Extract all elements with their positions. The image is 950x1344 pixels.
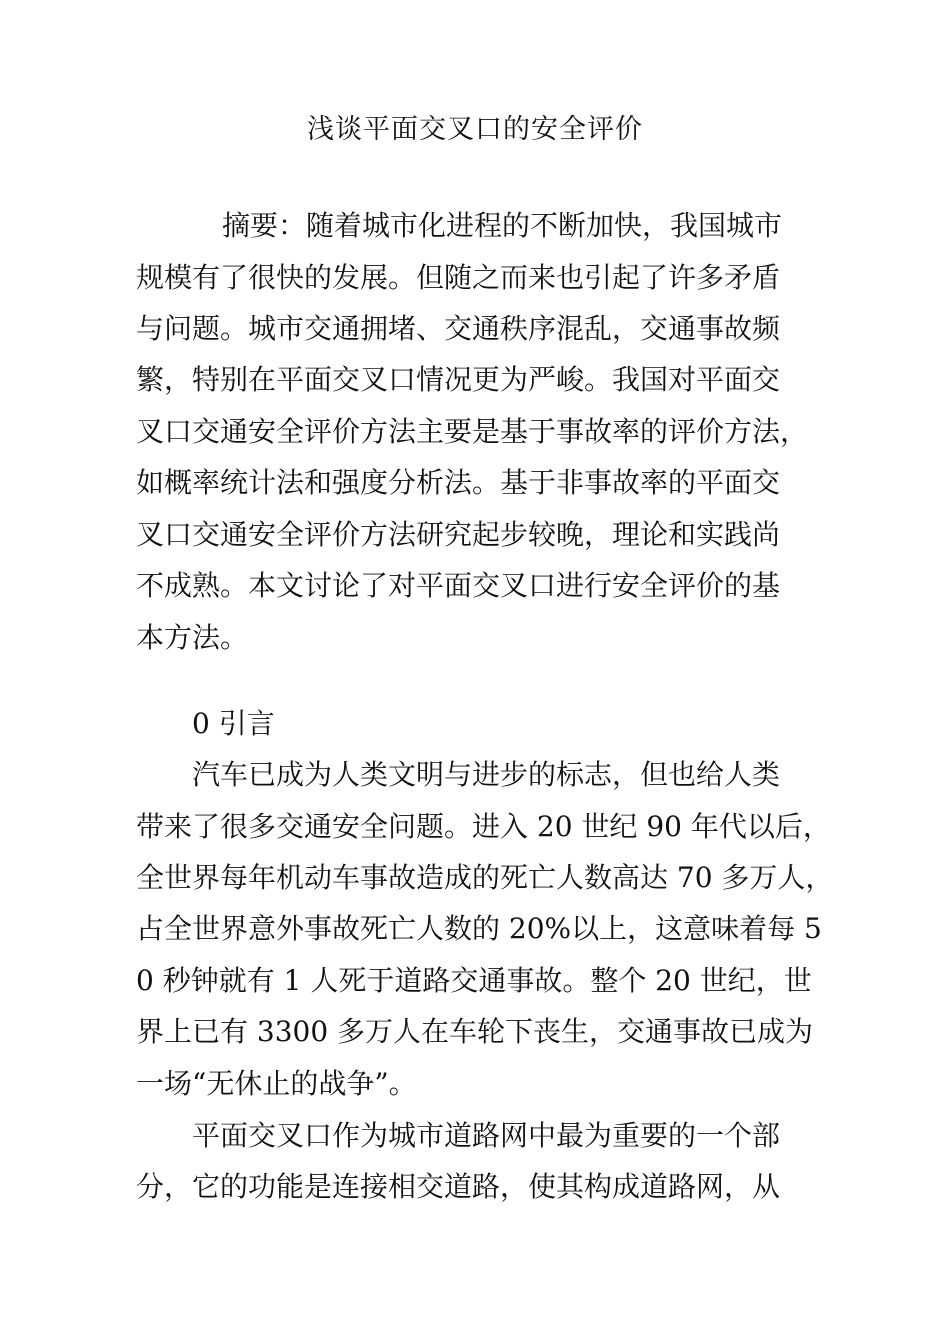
document-title: 浅谈平面交叉口的安全评价 xyxy=(307,114,643,145)
abstract-line: 与问题。城市交通拥堵、交通秩序混乱，交通事故频 xyxy=(136,312,781,345)
paragraph-line: 带来了很多交通安全问题。进入 20 世纪 90 年代以后， xyxy=(136,810,831,843)
abstract-line: 摘要：随着城市化进程的不断加快，我国城市 xyxy=(222,209,783,242)
paragraph-line: 平面交叉口作为城市道路网中最为重要的一个部 xyxy=(192,1119,781,1152)
abstract-line: 叉口交通安全评价方法研究起步较晚，理论和实践尚 xyxy=(136,518,781,551)
section-heading: 0 引言 xyxy=(192,707,275,740)
paragraph-line: 全世界每年机动车事故造成的死亡人数高达 70 多万人， xyxy=(136,861,834,894)
paragraph-line: 占全世界意外事故死亡人数的 20%以上，这意味着每 5 xyxy=(136,912,822,945)
abstract-line: 不成熟。本文讨论了对平面交叉口进行安全评价的基 xyxy=(136,569,781,602)
paragraph-line: 分，它的功能是连接相交道路，使其构成道路网，从 xyxy=(136,1170,781,1203)
paragraph-line: 汽车已成为人类文明与进步的标志，但也给人类 xyxy=(192,758,781,791)
paragraph-line: 一场“无休止的战争”。 xyxy=(136,1067,417,1100)
paragraph-line: 0 秒钟就有 1 人死于道路交通事故。整个 20 世纪，世 xyxy=(136,964,812,997)
abstract-line: 规模有了很快的发展。但随之而来也引起了许多矛盾 xyxy=(136,261,781,294)
abstract-line: 本方法。 xyxy=(136,621,249,654)
abstract-line: 繁，特别在平面交叉口情况更为严峻。我国对平面交 xyxy=(136,363,781,396)
paragraph-line: 界上已有 3300 多万人在车轮下丧生，交通事故已成为 xyxy=(136,1015,814,1048)
abstract-line: 叉口交通安全评价方法主要是基于事故率的评价方法， xyxy=(136,415,809,448)
abstract-line: 如概率统计法和强度分析法。基于非事故率的平面交 xyxy=(136,466,781,499)
